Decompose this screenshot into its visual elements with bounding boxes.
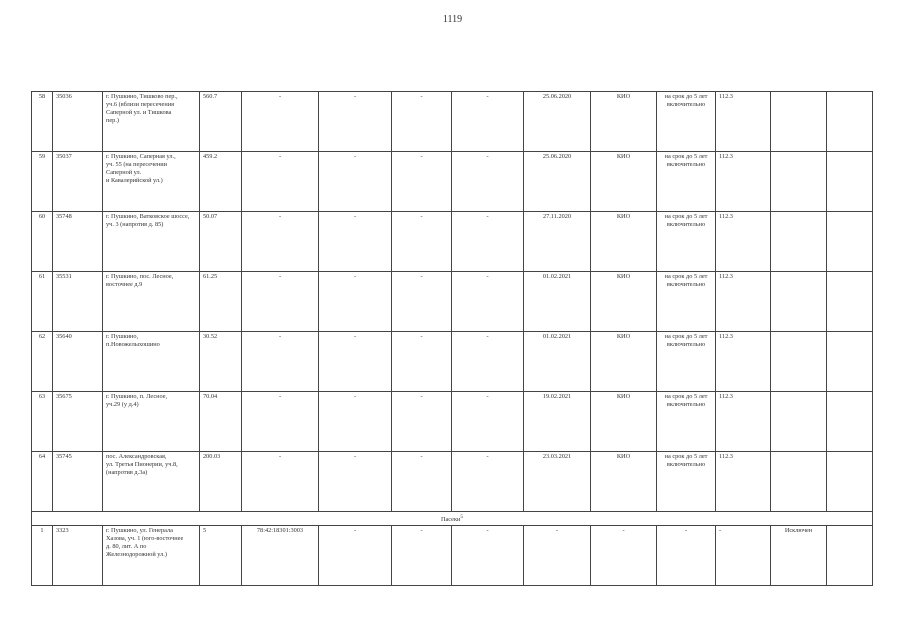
section-footnote-mark: 5 — [460, 514, 464, 520]
column-7-cell: - — [392, 332, 452, 392]
registry-number-cell: 35675 — [53, 392, 103, 452]
cadastral-number-cell: - — [242, 152, 319, 212]
organization-cell: - — [591, 526, 657, 586]
column-7-cell: - — [392, 526, 452, 586]
code-cell: 112.3 — [716, 152, 771, 212]
note-cell — [771, 392, 827, 452]
column-6-cell: - — [319, 526, 392, 586]
table-row — [32, 526, 873, 586]
registry-number-cell: 35036 — [53, 92, 103, 152]
column-7-cell: - — [392, 152, 452, 212]
table-row — [32, 452, 873, 512]
column-6-cell: - — [319, 332, 392, 392]
term-cell: на срок до 5 лет включительно — [657, 152, 716, 212]
code-cell: 112.3 — [716, 212, 771, 272]
organization-cell: КИО — [591, 272, 657, 332]
cadastral-number-cell: 78:42:18301:3003 — [242, 526, 319, 586]
term-cell: на срок до 5 лет включительно — [657, 452, 716, 512]
organization-cell: КИО — [591, 452, 657, 512]
page-number: 1119 — [442, 14, 463, 25]
empty-cell — [827, 272, 873, 332]
cadastral-number-cell: - — [242, 452, 319, 512]
area-cell: 70.04 — [200, 392, 242, 452]
empty-cell — [827, 92, 873, 152]
code-cell: - — [716, 526, 771, 586]
cadastral-number-cell: - — [242, 392, 319, 452]
address-cell: г. Пушкино, Саперная ул., уч. 55 (на пересечении Саперной ул. и Кавалерийской ул.) — [103, 152, 200, 212]
area-cell: 560.7 — [200, 92, 242, 152]
note-cell: Исключен — [771, 526, 827, 586]
column-6-cell: - — [319, 452, 392, 512]
term-cell: на срок до 5 лет включительно — [657, 392, 716, 452]
register-table — [31, 91, 873, 586]
organization-cell: КИО — [591, 92, 657, 152]
column-7-cell: - — [392, 212, 452, 272]
row-number-cell: 63 — [32, 392, 53, 452]
cadastral-number-cell: - — [242, 212, 319, 272]
empty-cell — [827, 526, 873, 586]
term-cell: на срок до 5 лет включительно — [657, 272, 716, 332]
empty-cell — [827, 452, 873, 512]
address-cell: г. Пушкино, Ватковское шоссе, уч. 3 (напротив д. 85) — [103, 212, 200, 272]
column-8-cell: - — [452, 392, 524, 452]
registry-number-cell: 35531 — [53, 272, 103, 332]
organization-cell: КИО — [591, 332, 657, 392]
column-6-cell: - — [319, 392, 392, 452]
address-cell: г. Пушкино, п. Лесное, уч.29 (у д.4) — [103, 392, 200, 452]
empty-cell — [827, 212, 873, 272]
column-8-cell: - — [452, 526, 524, 586]
table-body — [32, 92, 873, 586]
table-row — [32, 272, 873, 332]
term-cell: - — [657, 526, 716, 586]
address-cell: пос. Александровская, ул. Третья Пионерии, уч.8, (напротив д.3а) — [103, 452, 200, 512]
date-cell: 01.02.2021 — [524, 332, 591, 392]
row-number-cell: 58 — [32, 92, 53, 152]
organization-cell: КИО — [591, 392, 657, 452]
note-cell — [771, 272, 827, 332]
code-cell: 112.3 — [716, 452, 771, 512]
date-cell: 23.03.2021 — [524, 452, 591, 512]
column-7-cell: - — [392, 272, 452, 332]
row-number-cell: 60 — [32, 212, 53, 272]
registry-number-cell: 35640 — [53, 332, 103, 392]
column-8-cell: - — [452, 452, 524, 512]
row-number-cell: 62 — [32, 332, 53, 392]
registry-number-cell: 3323 — [53, 526, 103, 586]
row-number-cell: 1 — [32, 526, 53, 586]
area-cell: 200.03 — [200, 452, 242, 512]
table-row — [32, 152, 873, 212]
date-cell: 27.11.2020 — [524, 212, 591, 272]
address-cell: г. Пушкино, п.Новожелыхошино — [103, 332, 200, 392]
area-cell: 50.07 — [200, 212, 242, 272]
empty-cell — [827, 152, 873, 212]
table-row — [32, 212, 873, 272]
address-cell: г. Пушкино, пос. Лесное, восточнее д.9 — [103, 272, 200, 332]
area-cell: 459.2 — [200, 152, 242, 212]
note-cell — [771, 212, 827, 272]
code-cell: 112.3 — [716, 332, 771, 392]
column-8-cell: - — [452, 272, 524, 332]
area-cell: 5 — [200, 526, 242, 586]
empty-cell — [827, 392, 873, 452]
note-cell — [771, 152, 827, 212]
area-cell: 61.25 — [200, 272, 242, 332]
address-cell: г. Пушкино, ул. Генерала Хазова, уч. 1 (юго-восточнее д. 80, лит. А по Железнодорожной ул.) — [103, 526, 200, 586]
code-cell: 112.3 — [716, 272, 771, 332]
empty-cell — [827, 332, 873, 392]
note-cell — [771, 92, 827, 152]
area-cell: 30.52 — [200, 332, 242, 392]
table-row — [32, 92, 873, 152]
row-number-cell: 61 — [32, 272, 53, 332]
row-number-cell: 59 — [32, 152, 53, 212]
cadastral-number-cell: - — [242, 332, 319, 392]
table-row — [32, 392, 873, 452]
cadastral-number-cell: - — [242, 92, 319, 152]
column-6-cell: - — [319, 152, 392, 212]
address-cell: г. Пушкино, Тишково пер., уч.6 (вблизи пересечения Саперной ул. и Тишкова пер.) — [103, 92, 200, 152]
column-6-cell: - — [319, 272, 392, 332]
column-8-cell: - — [452, 92, 524, 152]
date-cell: 25.06.2020 — [524, 152, 591, 212]
registry-number-cell: 35748 — [53, 212, 103, 272]
registry-number-cell: 35037 — [53, 152, 103, 212]
cadastral-number-cell: - — [242, 272, 319, 332]
row-number-cell: 64 — [32, 452, 53, 512]
column-8-cell: - — [452, 332, 524, 392]
section-title: Пасеки — [440, 516, 461, 524]
organization-cell: КИО — [591, 152, 657, 212]
section-header-row — [32, 512, 873, 526]
term-cell: на срок до 5 лет включительно — [657, 92, 716, 152]
registry-number-cell: 35745 — [53, 452, 103, 512]
section-title-cell — [32, 512, 873, 526]
column-6-cell: - — [319, 212, 392, 272]
column-6-cell: - — [319, 92, 392, 152]
date-cell: - — [524, 526, 591, 586]
date-cell: 01.02.2021 — [524, 272, 591, 332]
term-cell: на срок до 5 лет включительно — [657, 212, 716, 272]
note-cell — [771, 452, 827, 512]
column-7-cell: - — [392, 392, 452, 452]
term-cell: на срок до 5 лет включительно — [657, 332, 716, 392]
column-7-cell: - — [392, 92, 452, 152]
code-cell: 112.3 — [716, 392, 771, 452]
column-8-cell: - — [452, 152, 524, 212]
column-8-cell: - — [452, 212, 524, 272]
date-cell: 25.06.2020 — [524, 92, 591, 152]
note-cell — [771, 332, 827, 392]
code-cell: 112.3 — [716, 92, 771, 152]
table-row — [32, 332, 873, 392]
column-7-cell: - — [392, 452, 452, 512]
date-cell: 19.02.2021 — [524, 392, 591, 452]
organization-cell: КИО — [591, 212, 657, 272]
